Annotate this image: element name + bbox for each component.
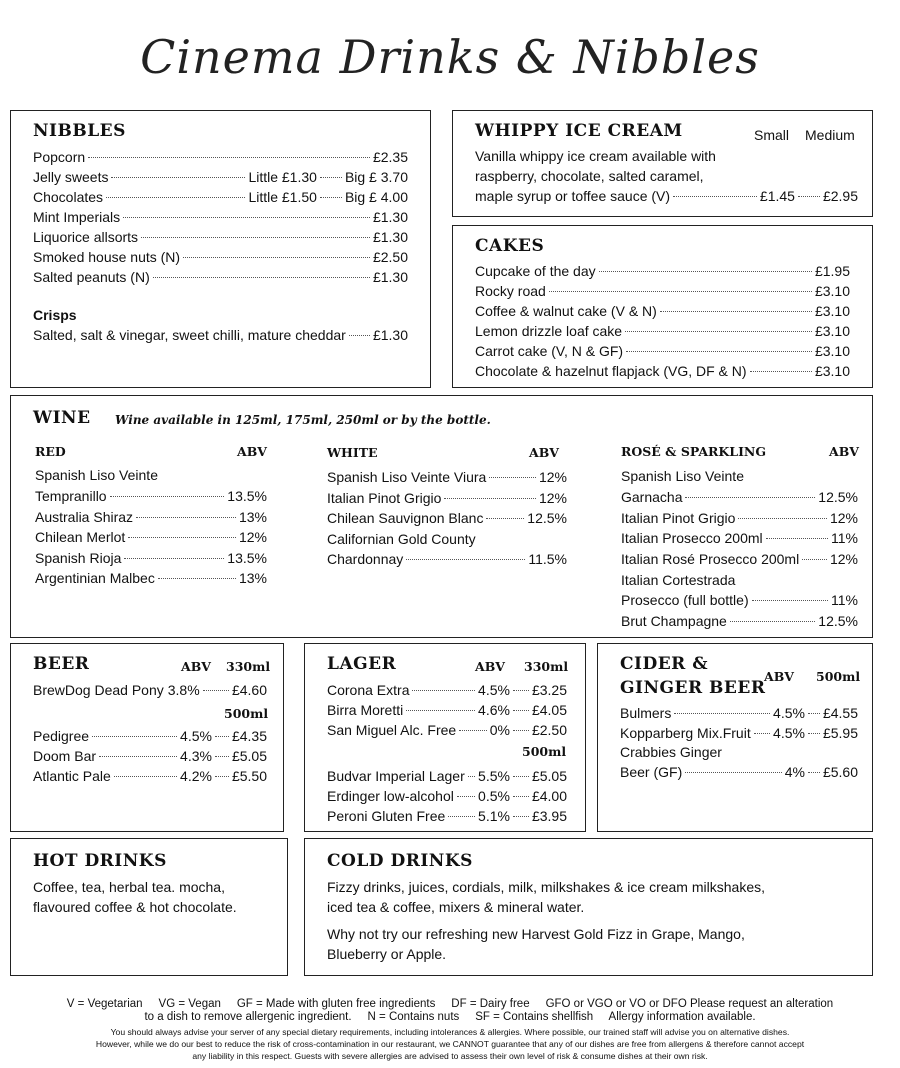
whippy-section: [452, 110, 873, 217]
dot-leader: [128, 537, 236, 538]
dot-leader: [674, 713, 770, 714]
item-price-little: Little £1.50: [248, 189, 317, 205]
drink-name: Bulmers: [620, 705, 672, 721]
rose-wine-item: [621, 611, 858, 631]
drink-price: £4.00: [531, 788, 567, 804]
dot-leader: [99, 756, 177, 757]
nibbles-item: [33, 227, 408, 247]
dot-leader: [685, 497, 815, 498]
dot-leader: [766, 538, 828, 539]
drink-price: £2.50: [531, 722, 567, 738]
wine-abv: 12.5%: [527, 510, 567, 527]
item-price: £1.30: [372, 209, 408, 225]
beer-heading: BEER: [33, 654, 90, 674]
dot-leader: [738, 518, 827, 519]
allergen-key-line1: V = Vegetarian VG = Vegan GF = Made with gluten free ingredients DF = Dairy free GFO or VGO or VO or DFO Please request an alteration: [66, 998, 834, 1010]
wine-name: Spanish Rioja: [35, 549, 122, 566]
lager-item: [327, 766, 567, 786]
nibbles-item: [33, 207, 408, 227]
wine-name: Italian Pinot Grigio: [621, 509, 736, 526]
nibbles-heading: NIBBLES: [33, 121, 126, 141]
wine-name: Prosecco (full bottle): [621, 592, 749, 608]
wine-abv: 12.5%: [818, 489, 858, 505]
drink-name: Peroni Gluten Free: [327, 808, 446, 824]
item-name: Jelly sweets: [33, 169, 109, 185]
dot-leader: [673, 196, 757, 197]
drink-abv: 0%: [489, 722, 510, 738]
dot-leader: [114, 776, 177, 777]
wine-section: [10, 395, 873, 638]
drink-price: £5.05: [231, 748, 267, 764]
lager-abv-label: ABV: [475, 659, 505, 674]
lager-item: [327, 720, 567, 740]
wine-name: Chilean Merlot: [35, 529, 126, 546]
item-price-little: Little £1.30: [248, 169, 317, 185]
lager-item: [327, 786, 567, 806]
drink-abv: 5.1%: [478, 808, 510, 824]
cold-drinks-section: [304, 838, 873, 976]
wine-heading: WINE: [33, 408, 91, 428]
wine-name: Chilean Sauvignon Blanc: [327, 510, 484, 527]
dot-leader: [215, 736, 229, 737]
drink-abv: 4.6%: [478, 702, 510, 718]
drink-price: £4.60: [231, 682, 267, 698]
whippy-desc-line1: Vanilla whippy ice cream available with: [475, 148, 716, 164]
rose-heading: ROSÉ & SPARKLING: [621, 444, 767, 459]
cakes-item: [475, 301, 850, 321]
rose-wine-item: [621, 528, 858, 548]
crisps-price: £1.30: [372, 327, 408, 343]
wine-abv: 13%: [238, 570, 267, 587]
dot-leader: [106, 197, 245, 198]
hot-drinks-section: [10, 838, 288, 976]
dot-leader: [549, 291, 812, 292]
cider-size-label: 500ml: [816, 669, 861, 684]
drink-abv: 4.2%: [180, 768, 212, 784]
wine-name: Australia Shiraz: [35, 508, 134, 525]
red-heading: RED: [35, 444, 66, 459]
dot-leader: [110, 496, 225, 497]
beer-size2-label: 500ml: [224, 706, 269, 721]
item-price: £2.35: [372, 149, 408, 165]
dot-leader: [183, 257, 370, 258]
lager-section: [304, 643, 586, 832]
wine-name: Garnacha: [621, 489, 683, 505]
cold-drinks-line3: Why not try our refreshing new Harvest Gold Fizz in Grape, Mango,: [327, 926, 745, 942]
dot-leader: [136, 517, 236, 518]
wine-name: Italian Pinot Grigio: [327, 489, 442, 506]
item-name: Rocky road: [475, 283, 546, 299]
white-abv-label: ABV: [529, 445, 559, 460]
whippy-medium-price: £2.95: [822, 188, 858, 204]
white-pre: Californian Gold County: [327, 531, 476, 547]
allergy-disclaimer-line2: However, while we do our best to reduce the risk of cross-contamination in our restaurant, we CANNOT guarantee that any of our dishes are free from allergens & therefore cannot accept: [95, 1039, 805, 1049]
wine-abv: 12%: [538, 489, 567, 506]
cakes-item: [475, 261, 850, 281]
item-name: Carrot cake (V, N & GF): [475, 343, 624, 359]
dot-leader: [468, 776, 475, 777]
cider-last-abv: 4%: [784, 764, 805, 780]
dot-leader: [513, 690, 529, 691]
white-wine-item: [327, 488, 567, 508]
dot-leader: [141, 237, 370, 238]
item-name: Mint Imperials: [33, 209, 121, 225]
beer-abv-label: ABV: [181, 659, 211, 674]
red-wine-item: [35, 548, 267, 568]
wine-abv: 13.5%: [227, 549, 267, 566]
white-heading: WHITE: [327, 445, 378, 460]
cold-drinks-heading: COLD DRINKS: [327, 851, 473, 871]
drink-name: Kopparberg Mix.Fruit: [620, 725, 751, 741]
drink-price: £3.95: [531, 808, 567, 824]
item-price: £3.10: [814, 283, 850, 299]
wine-abv: 12%: [829, 509, 858, 526]
nibbles-item: [33, 187, 408, 207]
lager-heading: LAGER: [327, 654, 397, 674]
beer-size1-label: 330ml: [226, 659, 271, 674]
white-wine-item: [327, 467, 567, 487]
item-price: £2.50: [372, 249, 408, 265]
item-price: £1.30: [372, 269, 408, 285]
dot-leader: [124, 558, 224, 559]
cakes-heading: CAKES: [475, 236, 545, 256]
beer-item: [33, 746, 267, 766]
item-price: £3.10: [814, 323, 850, 339]
red-pre: Spanish Liso Veinte: [35, 467, 158, 483]
drink-abv: 4.5%: [773, 725, 805, 741]
cider-item: [620, 723, 858, 743]
white-last-row: [327, 549, 567, 569]
wine-abv: 12%: [238, 529, 267, 546]
dot-leader: [320, 177, 342, 178]
item-price: £1.95: [814, 263, 850, 279]
dot-leader: [730, 621, 815, 622]
cider-heading-line1: CIDER &: [620, 654, 709, 674]
cold-drinks-line4: Blueberry or Apple.: [327, 946, 447, 962]
rose-wine-item: [621, 508, 858, 528]
dot-leader: [123, 217, 370, 218]
drink-abv: 4.3%: [180, 748, 212, 764]
whippy-col-medium: Medium: [805, 127, 855, 143]
wine-name: Argentinian Malbec: [35, 570, 155, 587]
whippy-desc-line2: raspberry, chocolate, salted caramel,: [475, 168, 704, 184]
red-wine-item: [35, 568, 267, 588]
dot-leader: [513, 730, 529, 731]
dot-leader: [111, 177, 245, 178]
dot-leader: [625, 331, 812, 332]
drink-abv: 3.8%: [167, 682, 200, 698]
drink-abv: 5.5%: [478, 768, 510, 784]
drink-name: San Miguel Alc. Free: [327, 722, 457, 738]
dot-leader: [513, 710, 529, 711]
cakes-item: [475, 281, 850, 301]
allergen-key-line2: to a dish to remove allergenic ingredient. N = Contains nuts SF = Contains shellfish Allergy information available.: [144, 1011, 756, 1023]
drink-name: Pedigree: [33, 728, 90, 744]
dot-leader: [444, 498, 536, 499]
dot-leader: [88, 157, 370, 158]
whippy-heading: WHIPPY ICE CREAM: [475, 121, 683, 141]
crisps-heading: Crisps: [33, 307, 77, 323]
rose-abv-label: ABV: [829, 444, 859, 459]
wine-abv: 13%: [238, 508, 267, 525]
item-price: £3.10: [814, 363, 850, 379]
dot-leader: [158, 578, 236, 579]
rose-wine-item: [621, 549, 858, 569]
dot-leader: [406, 710, 475, 711]
dot-leader: [215, 776, 229, 777]
dot-leader: [752, 600, 828, 601]
dot-leader: [685, 772, 781, 773]
crisps-name: Salted, salt & vinegar, sweet chilli, mature cheddar: [33, 327, 346, 343]
item-price-big: Big £ 3.70: [344, 169, 408, 185]
white-last-name: Chardonnay: [327, 551, 404, 567]
item-price: £3.10: [814, 303, 850, 319]
drink-abv: 4.5%: [478, 682, 510, 698]
allergy-disclaimer-line1: You should always advise your server of any special dietary requirements, including intolerances & allergies. Where possible, our trained staff will advise you on alternative dishes.: [110, 1027, 790, 1037]
dot-leader: [513, 796, 529, 797]
drink-price: £4.55: [822, 705, 858, 721]
nibbles-item: [33, 247, 408, 267]
dot-leader: [599, 271, 812, 272]
cider-pre: Crabbies Ginger: [620, 744, 722, 760]
cider-section: [597, 643, 873, 832]
nibbles-item: [33, 267, 408, 287]
drink-abv: 4.5%: [773, 705, 805, 721]
dot-leader: [808, 713, 820, 714]
wine-name: Italian Rosé Prosecco 200ml: [621, 550, 800, 567]
item-price: £1.30: [372, 229, 408, 245]
dot-leader: [808, 733, 820, 734]
dot-leader: [798, 196, 820, 197]
beer-item: [33, 766, 267, 786]
wine-abv: 12.5%: [818, 612, 858, 629]
dot-leader: [203, 690, 229, 691]
dot-leader: [486, 518, 524, 519]
nibbles-section: [10, 110, 431, 388]
dot-leader: [626, 351, 812, 352]
dot-leader: [513, 816, 529, 817]
wine-name: Tempranillo: [35, 488, 107, 504]
whippy-col-small: Small: [754, 127, 790, 143]
dot-leader: [459, 730, 487, 731]
white-last-abv: 11.5%: [528, 551, 567, 567]
rose-wine-item: [621, 487, 858, 507]
rose-wine-item: [621, 590, 858, 610]
dot-leader: [489, 477, 536, 478]
dot-leader: [320, 197, 342, 198]
nibbles-item: [33, 167, 408, 187]
cider-item: [620, 703, 858, 723]
drink-name: Atlantic Pale: [33, 768, 111, 784]
rose-pre: Spanish Liso Veinte: [621, 468, 744, 484]
lager-size2-label: 500ml: [522, 744, 567, 759]
cakes-item: [475, 321, 850, 341]
dot-leader: [802, 559, 827, 560]
drink-name: Corona Extra: [327, 682, 410, 698]
whippy-small-price: £1.45: [759, 188, 795, 204]
dot-leader: [153, 277, 370, 278]
cider-last-row: [620, 762, 858, 782]
drink-name: Budvar Imperial Lager: [327, 768, 465, 784]
nibbles-item: [33, 147, 408, 167]
wine-note: Wine available in 125ml, 175ml, 250ml or by the bottle.: [115, 413, 491, 427]
allergy-disclaimer-line3: any liability in this respect. Guests with severe allergies are advised to assess their own level of risk & consume dishes at their own risk.: [192, 1051, 708, 1061]
cider-abv-label: ABV: [764, 669, 794, 684]
dot-leader: [513, 776, 529, 777]
wine-abv: 11%: [831, 530, 858, 547]
item-name: Liquorice allsorts: [33, 229, 139, 245]
cold-drinks-line2: iced tea & coffee, mixers & mineral water.: [327, 899, 585, 915]
dot-leader: [660, 311, 812, 312]
item-name: Cupcake of the day: [475, 263, 596, 279]
dot-leader: [457, 796, 475, 797]
cakes-item: [475, 341, 850, 361]
red-wine-item: [35, 486, 267, 506]
cider-last-price: £5.60: [822, 764, 858, 780]
dot-leader: [412, 690, 475, 691]
wine-name: Italian Prosecco 200ml: [621, 530, 763, 547]
cakes-section: [452, 225, 873, 388]
drink-price: £3.25: [531, 682, 567, 698]
drink-price: £4.35: [231, 728, 267, 744]
lager-size1-label: 330ml: [524, 659, 569, 674]
whippy-price-row: [475, 186, 858, 206]
beer-section: [10, 643, 284, 832]
item-price-big: Big £ 4.00: [344, 189, 408, 205]
drink-price: £5.05: [531, 768, 567, 784]
drink-price: £5.50: [231, 768, 267, 784]
drink-name: Erdinger low-alcohol: [327, 788, 454, 804]
drink-price: £5.95: [822, 725, 858, 741]
rose-pre2: Italian Cortestrada: [621, 572, 736, 588]
wine-name: Brut Champagne: [621, 612, 727, 629]
hot-drinks-heading: HOT DRINKS: [33, 851, 167, 871]
dot-leader: [215, 756, 229, 757]
beer-item: [33, 726, 267, 746]
hot-drinks-line2: flavoured coffee & hot chocolate.: [33, 899, 237, 915]
beer-item: [33, 680, 267, 700]
hot-drinks-line1: Coffee, tea, herbal tea. mocha,: [33, 879, 225, 895]
white-wine-item: [327, 508, 567, 528]
page-title: Cinema Drinks & Nibbles: [140, 30, 760, 84]
red-abv-label: ABV: [237, 444, 267, 459]
item-name: Coffee & walnut cake (V & N): [475, 303, 657, 319]
red-wine-item: [35, 527, 267, 547]
lager-item: [327, 700, 567, 720]
item-name: Smoked house nuts (N): [33, 249, 181, 265]
item-name: Lemon drizzle loaf cake: [475, 323, 623, 339]
dot-leader: [406, 559, 525, 560]
drink-name: Birra Moretti: [327, 702, 404, 718]
item-name: Chocolate & hazelnut flapjack (VG, DF & N): [475, 363, 747, 379]
drink-name: Doom Bar: [33, 748, 97, 764]
wine-abv: 12%: [829, 550, 858, 567]
red-wine-item: [35, 507, 267, 527]
dot-leader: [754, 733, 770, 734]
dot-leader: [349, 335, 370, 336]
wine-name: Spanish Liso Veinte Viura: [327, 469, 487, 485]
wine-abv: 12%: [538, 469, 567, 485]
item-name: Popcorn: [33, 149, 86, 165]
wine-abv: 13.5%: [227, 488, 267, 504]
item-name: Chocolates: [33, 189, 104, 205]
drink-abv: 0.5%: [478, 788, 510, 804]
cakes-item: [475, 361, 850, 381]
cider-heading-line2: GINGER BEER: [620, 678, 766, 698]
item-name: Salted peanuts (N): [33, 269, 150, 285]
crisps-row: [33, 325, 408, 345]
dot-leader: [750, 371, 812, 372]
wine-abv: 11%: [831, 592, 858, 608]
dot-leader: [92, 736, 177, 737]
cold-drinks-line1: Fizzy drinks, juices, cordials, milk, milkshakes & ice cream milkshakes,: [327, 879, 765, 895]
cider-last-name: Beer (GF): [620, 764, 683, 780]
drink-abv: 4.5%: [180, 728, 212, 744]
drink-price: £4.05: [531, 702, 567, 718]
lager-item: [327, 806, 567, 826]
whippy-desc-line3: maple syrup or toffee sauce (V): [475, 188, 671, 204]
dot-leader: [808, 772, 820, 773]
lager-item: [327, 680, 567, 700]
drink-name: BrewDog Dead Pony: [33, 682, 164, 698]
item-price: £3.10: [814, 343, 850, 359]
dot-leader: [448, 816, 475, 817]
